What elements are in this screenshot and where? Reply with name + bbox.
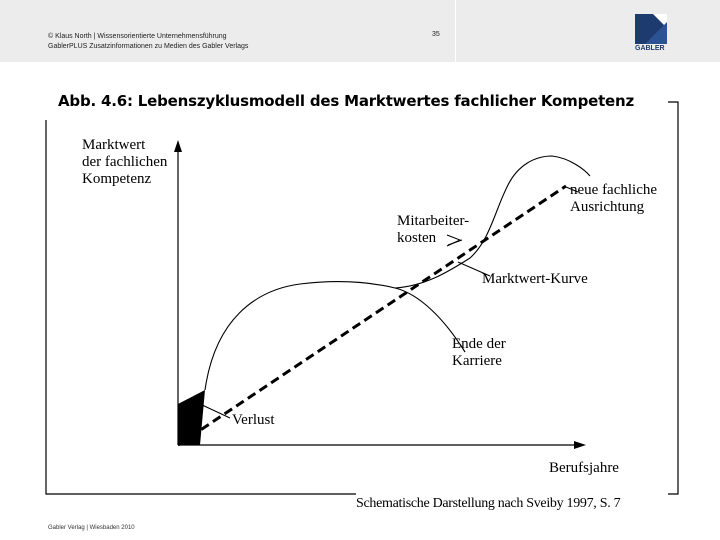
y-axis-label-line: Kompetenz: [82, 171, 152, 187]
y-axis-label-line: Marktwert: [82, 137, 146, 153]
career-end-label-line: Ende der: [452, 336, 506, 352]
y-axis-label: [82, 137, 167, 188]
cost-label: [397, 213, 469, 247]
source-note: Schematische Darstellung nach Sveiby 1997, S. 7: [356, 496, 621, 511]
frame-right: [668, 102, 678, 494]
footer-text: Gabler Verlag | Wiesbaden 2010: [48, 525, 135, 531]
new-orientation-label-line: neue fachliche: [570, 182, 658, 198]
career-end-label: [452, 336, 506, 370]
employee-cost-line: [178, 186, 566, 445]
market-value-curve: [205, 281, 465, 390]
career-end-label-line: Karriere: [452, 353, 502, 369]
figure-title: Abb. 4.6: Lebenszyklusmodell des Marktwertes fachlicher Kompetenz: [58, 92, 635, 110]
loss-pointer: [200, 404, 230, 418]
loss-label: Verlust: [232, 412, 275, 428]
x-axis-label: Berufsjahre: [549, 460, 619, 476]
curve-label: Marktwert-Kurve: [482, 271, 588, 287]
y-axis-label-line: der fachlichen: [82, 154, 168, 170]
page-number: 35: [432, 31, 440, 38]
cost-label-line: kosten: [397, 230, 437, 246]
new-orientation-label: [570, 182, 657, 216]
x-axis-arrow: [574, 441, 586, 449]
y-axis-arrow: [174, 140, 182, 152]
new-orientation-label-line: Ausrichtung: [570, 199, 645, 215]
logo-text: GABLER: [635, 45, 665, 52]
copyright-line: © Klaus North | Wissensorientierte Unternehmensführung: [48, 33, 227, 40]
publisher-line: GablerPLUS Zusatzinformationen zu Medien des Gabler Verlags: [48, 43, 249, 50]
cost-label-line: Mitarbeiter-: [397, 213, 470, 229]
